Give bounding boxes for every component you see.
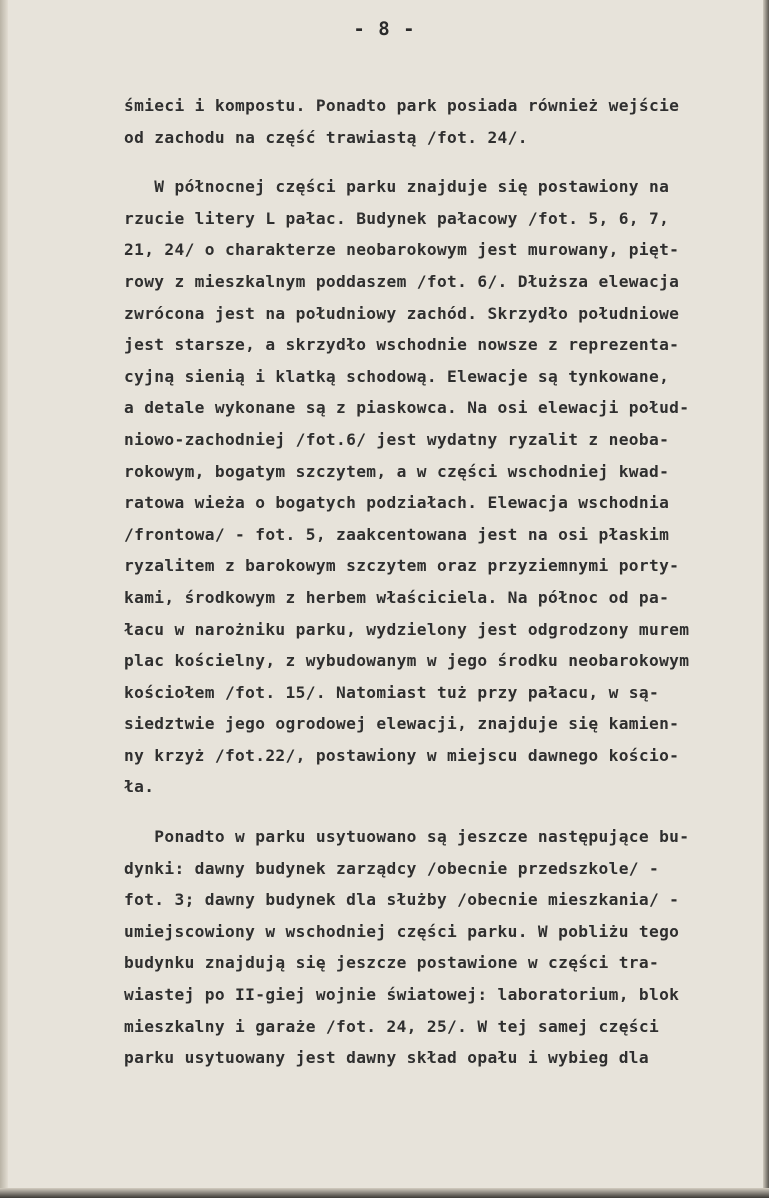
text-line: kami, środkowym z herbem właściciela. Na północ od pa- [124, 587, 670, 607]
text-line: a detale wykonane są z piaskowca. Na osi elewacji połud- [124, 398, 690, 418]
paragraph-3 [124, 821, 724, 1074]
text-line: W północnej części parku znajduje się postawiony na [124, 177, 670, 197]
text-line: wiastej po II-giej wojnie światowej: laboratorium, blok [124, 985, 680, 1005]
text-line: ratowa wieża o bogatych podziałach. Elewacja wschodnia [124, 493, 670, 513]
text-line: budynku znajdują się jeszcze postawione w części tra- [124, 953, 660, 973]
text-line: parku usytuowany jest dawny skład opału i wybieg dla [124, 1048, 649, 1068]
text-line: plac kościelny, z wybudowanym w jego środku neobarokowym [124, 651, 690, 671]
page-left-edge-shadow [0, 0, 8, 1198]
text-line: kościołem /fot. 15/. Natomiast tuż przy pałacu, w są- [124, 682, 660, 702]
text-line: rokowym, bogatym szczytem, a w części wschodniej kwad- [124, 461, 670, 481]
typewritten-body [124, 90, 724, 1074]
page-number: - 8 - [353, 18, 416, 40]
text-line: /frontowa/ - fot. 5, zaakcentowana jest na osi płaskim [124, 524, 670, 544]
text-line: cyjną sienią i klatką schodową. Elewacje są tynkowane, [124, 366, 670, 386]
text-line: rowy z mieszkalnym poddaszem /fot. 6/. Dłuższa elewacja [124, 271, 680, 291]
text-line: umiejscowiony w wschodniej części parku. W pobliżu tego [124, 921, 680, 941]
text-line: ryzalitem z barokowym szczytem oraz przyziemnymi porty- [124, 556, 680, 576]
text-line: siedztwie jego ogrodowej elewacji, znajduje się kamien- [124, 714, 680, 734]
text-line: dynki: dawny budynek zarządcy /obecnie przedszkole/ - [124, 858, 660, 878]
text-line: śmieci i kompostu. Ponadto park posiada również wejście [124, 96, 680, 115]
text-line: rzucie litery L pałac. Budynek pałacowy /fot. 5, 6, 7, [124, 208, 670, 228]
paragraph-2 [124, 171, 724, 803]
page-bottom-edge-shadow [0, 1188, 769, 1198]
text-line: mieszkalny i garaże /fot. 24, 25/. W tej samej części [124, 1016, 660, 1036]
text-line: niowo-zachodniej /fot.6/ jest wydatny ryzalit z neoba- [124, 429, 670, 449]
text-line: ła. [124, 777, 155, 797]
text-line: 21, 24/ o charakterze neobarokowym jest murowany, pięt- [124, 240, 680, 260]
text-line: od zachodu na część trawiastą /fot. 24/. [124, 127, 528, 147]
text-line: Ponadto w parku usytuowano są jeszcze następujące bu- [124, 827, 690, 847]
text-line: fot. 3; dawny budynek dla służby /obecnie mieszkania/ - [124, 890, 680, 910]
text-line: łacu w narożniku parku, wydzielony jest odgrodzony murem [124, 619, 690, 639]
text-line: jest starsze, a skrzydło wschodnie nowsze z reprezenta- [124, 335, 680, 355]
text-line: ny krzyż /fot.22/, postawiony w miejscu dawnego kościo- [124, 745, 680, 765]
text-line: zwrócona jest na południowy zachód. Skrzydło południowe [124, 303, 680, 323]
page-right-edge-shadow [763, 0, 769, 1198]
paragraph-1 [124, 90, 724, 153]
